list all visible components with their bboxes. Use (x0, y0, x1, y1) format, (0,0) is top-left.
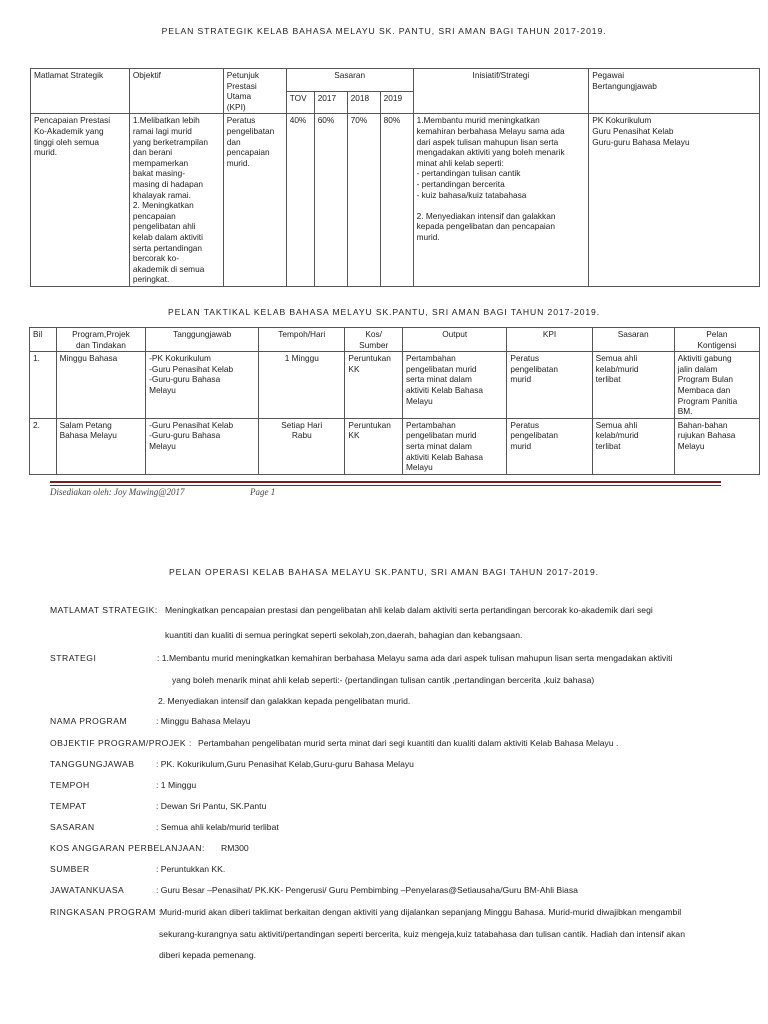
cell-pelan: Bahan-bahan rujukan Bahasa Melayu (674, 418, 759, 474)
cell-tempoh: Setiap Hari Rabu (259, 418, 345, 474)
sasaran-value: : Semua ahli kelab/murid terlibat (156, 822, 279, 832)
cell-sasaran: Semua ahli kelab/murid terlibat (592, 352, 674, 419)
cell-matlamat: Pencapaian Prestasi Ko-Akademik yang tinggi oleh semua murid. (31, 114, 130, 287)
kos-label: KOS ANGGARAN PERBELANJAAN: (50, 843, 205, 853)
objektif-label: OBJEKTIF PROGRAM/PROJEK : (50, 738, 192, 748)
cell-tanggungjawab: -Guru Penasihat Kelab -Guru-guru Bahasa Melayu (146, 418, 259, 474)
tempoh-label: TEMPOH (50, 780, 90, 790)
header-program: Program,Projek dan Tindakan (56, 328, 146, 352)
header-kpi: Petunjuk Prestasi Utama (KPI) (223, 69, 286, 114)
jawatankuasa-label: JAWATANKUASA (50, 885, 125, 895)
header-sasaran: Sasaran (592, 328, 674, 352)
header-bil: Bil (30, 328, 57, 352)
cell-program: Minggu Bahasa (56, 352, 146, 419)
header-tempoh: Tempoh/Hari (259, 328, 345, 352)
page-number: Page 1 (250, 487, 276, 497)
cell-2018: 70% (347, 114, 380, 287)
cell-sasaran: Semua ahli kelab/murid terlibat (592, 418, 674, 474)
header-inisiatif: Inisiatif/Strategi (413, 69, 589, 114)
cell-pegawai: PK Kokurikulum Guru Penasihat Kelab Guru-guru Bahasa Melayu (589, 114, 760, 287)
matlamat-label: MATLAMAT STRATEGIK: (50, 605, 158, 615)
table-row (31, 114, 760, 287)
cell-tempoh: 1 Minggu (259, 352, 345, 419)
matlamat-text-cont: kuantiti dan kualiti di semua peringkat seperti sekolah,zon,daerah, bahagian dan kebangsaan. (165, 630, 523, 640)
table-row (30, 418, 760, 474)
cell-output: Pertambahan pengelibatan murid serta minat dalam aktiviti Kelab Bahasa Melayu (402, 418, 506, 474)
sumber-value: : Peruntukkan KK. (156, 864, 226, 874)
header-output: Output (402, 328, 506, 352)
table-row (30, 352, 760, 419)
header-pegawai: Pegawai Bertangungjawab (589, 69, 760, 114)
nama-program-value: : Minggu Bahasa Melayu (156, 716, 251, 726)
cell-pelan: Aktiviti gabung jalin dalam Program Bulan Membaca dan Program Panitia BM. (674, 352, 759, 419)
objektif-value: Pertambahan pengelibatan murid serta minat dari segi kuantiti dan kualiti dalam aktiviti Kelab Bahasa Melayu . (198, 738, 619, 748)
header-objektif: Objektif (129, 69, 223, 114)
kos-value: RM300 (221, 843, 249, 853)
ringkasan-label: RINGKASAN PROGRAM : (50, 907, 162, 917)
cell-bil: 1. (30, 352, 57, 419)
cell-inisiatif: 1.Membantu murid meningkatkan kemahiran berbahasa Melayu sama ada dari aspek tulisan mahupun lisan serta mengadakan aktiviti yang boleh menarik minat ahli kelab seperti: - pertandingan tulisan cantik - pertandingan bercerita - kuiz bahasa/kuiz tatabahasa 2. Menyediakan intensif dan galakkan kepada pengelibatan dan pencapaian murid. (413, 114, 589, 287)
header-matlamat: Matlamat Strategik (31, 69, 130, 114)
ringkasan-text-cont: sekurang-kurangnya satu aktiviti/pertandingan seperti bercerita, kuiz mengeja,kuiz tatabahasa dan tulisan cantik. Hadiah dan intensif akan (159, 929, 685, 939)
header-2018: 2018 (347, 91, 380, 114)
header-2017: 2017 (314, 91, 347, 114)
cell-kos: Peruntukan KK (345, 418, 403, 474)
strategic-plan-title: PELAN STRATEGIK KELAB BAHASA MELAYU SK. PANTU, SRI AMAN BAGI TAHUN 2017-2019. (161, 26, 607, 36)
cell-2017: 60% (314, 114, 347, 287)
cell-kpi: Peratus pengelibatan murid (507, 352, 592, 419)
tanggungjawab-label: TANGGUNGJAWAB (50, 759, 135, 769)
sumber-label: SUMBER (50, 864, 90, 874)
header-pelan: Pelan Kontigensi (674, 328, 759, 352)
header-kpi: KPI (507, 328, 592, 352)
tempoh-value: : 1 Minggu (156, 780, 197, 790)
cell-objektif: 1.Melibatkan lebih ramai lagi murid yang berketrampilan dan berani mempamerkan bakat masing- masing di hadapan khalayak ramai. 2. Meningkatkan pencapaian pengelibatan ahli kelab dalam aktiviti serta pertandingan bercorak ko- akademik di semua peringkat. (129, 114, 223, 287)
cell-2019: 80% (380, 114, 413, 287)
footer-rule-thin (50, 485, 721, 486)
strategi-text-2: 2. Menyediakan intensif dan galakkan kepada pengelibatan murid. (158, 696, 411, 706)
strategi-label: STRATEGI (50, 653, 97, 663)
cell-output: Pertambahan pengelibatan murid serta minat dalam aktiviti Kelab Bahasa Melayu (402, 352, 506, 419)
operational-plan-title: PELAN OPERASI KELAB BAHASA MELAYU SK.PANTU, SRI AMAN BAGI TAHUN 2017-2019. (169, 567, 599, 577)
nama-program-label: NAMA PROGRAM (50, 716, 128, 726)
tempat-value: : Dewan Sri Pantu, SK.Pantu (156, 801, 267, 811)
header-2019: 2019 (380, 91, 413, 114)
ringkasan-text: Murid-murid akan diberi taklimat berkaitan dengan aktiviti yang dijalankan sepanjang Minggu Bahasa. Murid-murid diwajibkan mengambil (160, 907, 682, 917)
tempat-label: TEMPAT (50, 801, 87, 811)
header-kos: Kos/ Sumber (345, 328, 403, 352)
cell-tanggungjawab: -PK Kokurikulum -Guru Penasihat Kelab -Guru-guru Bahasa Melayu (146, 352, 259, 419)
ringkasan-text-end: diberi kepada pemenang. (159, 950, 256, 960)
cell-program: Salam Petang Bahasa Melayu (56, 418, 146, 474)
prepared-by: Disediakan oleh: Joy Mawing@2017 (50, 487, 185, 497)
cell-tov: 40% (286, 114, 314, 287)
sasaran-label: SASARAN (50, 822, 95, 832)
cell-kpi: Peratus pengelibatan dan pencapaian murid. (223, 114, 286, 287)
footer-rule-thick (50, 481, 721, 483)
strategi-text-cont: yang boleh menarik minat ahli kelab seperti:- (pertandingan tulisan cantik ,pertandingan bercerita ,kuiz bahasa) (172, 675, 595, 685)
strategi-text: : 1.Membantu murid meningkatkan kemahiran berbahasa Melayu sama ada dari aspek tulisan mahupun lisan serta mengadakan aktiviti (157, 653, 673, 663)
header-tov: TOV (286, 91, 314, 114)
matlamat-text: Meningkatkan pencapaian prestasi dan pengelibatan ahli kelab dalam aktiviti serta pertandingan bercorak ko-akademik dari segi (165, 605, 653, 615)
cell-bil: 2. (30, 418, 57, 474)
cell-kpi: Peratus pengelibatan murid (507, 418, 592, 474)
strategic-plan-table (30, 68, 760, 287)
header-tanggungjawab: Tanggungjawab (146, 328, 259, 352)
tanggungjawab-value: : PK. Kokurikulum,Guru Penasihat Kelab,Guru-guru Bahasa Melayu (156, 759, 414, 769)
header-sasaran: Sasaran (286, 69, 413, 92)
cell-kos: Peruntukan KK (345, 352, 403, 419)
tactical-plan-table (29, 327, 760, 475)
tactical-plan-title: PELAN TAKTIKAL KELAB BAHASA MELAYU SK.PANTU, SRI AMAN BAGI TAHUN 2017-2019. (167, 307, 601, 317)
jawatankuasa-value: : Guru Besar –Penasihat/ PK.KK- Pengerusi/ Guru Pembimbing –Penyelaras@Setiausaha/Guru BM-Ahli Biasa (156, 885, 578, 895)
